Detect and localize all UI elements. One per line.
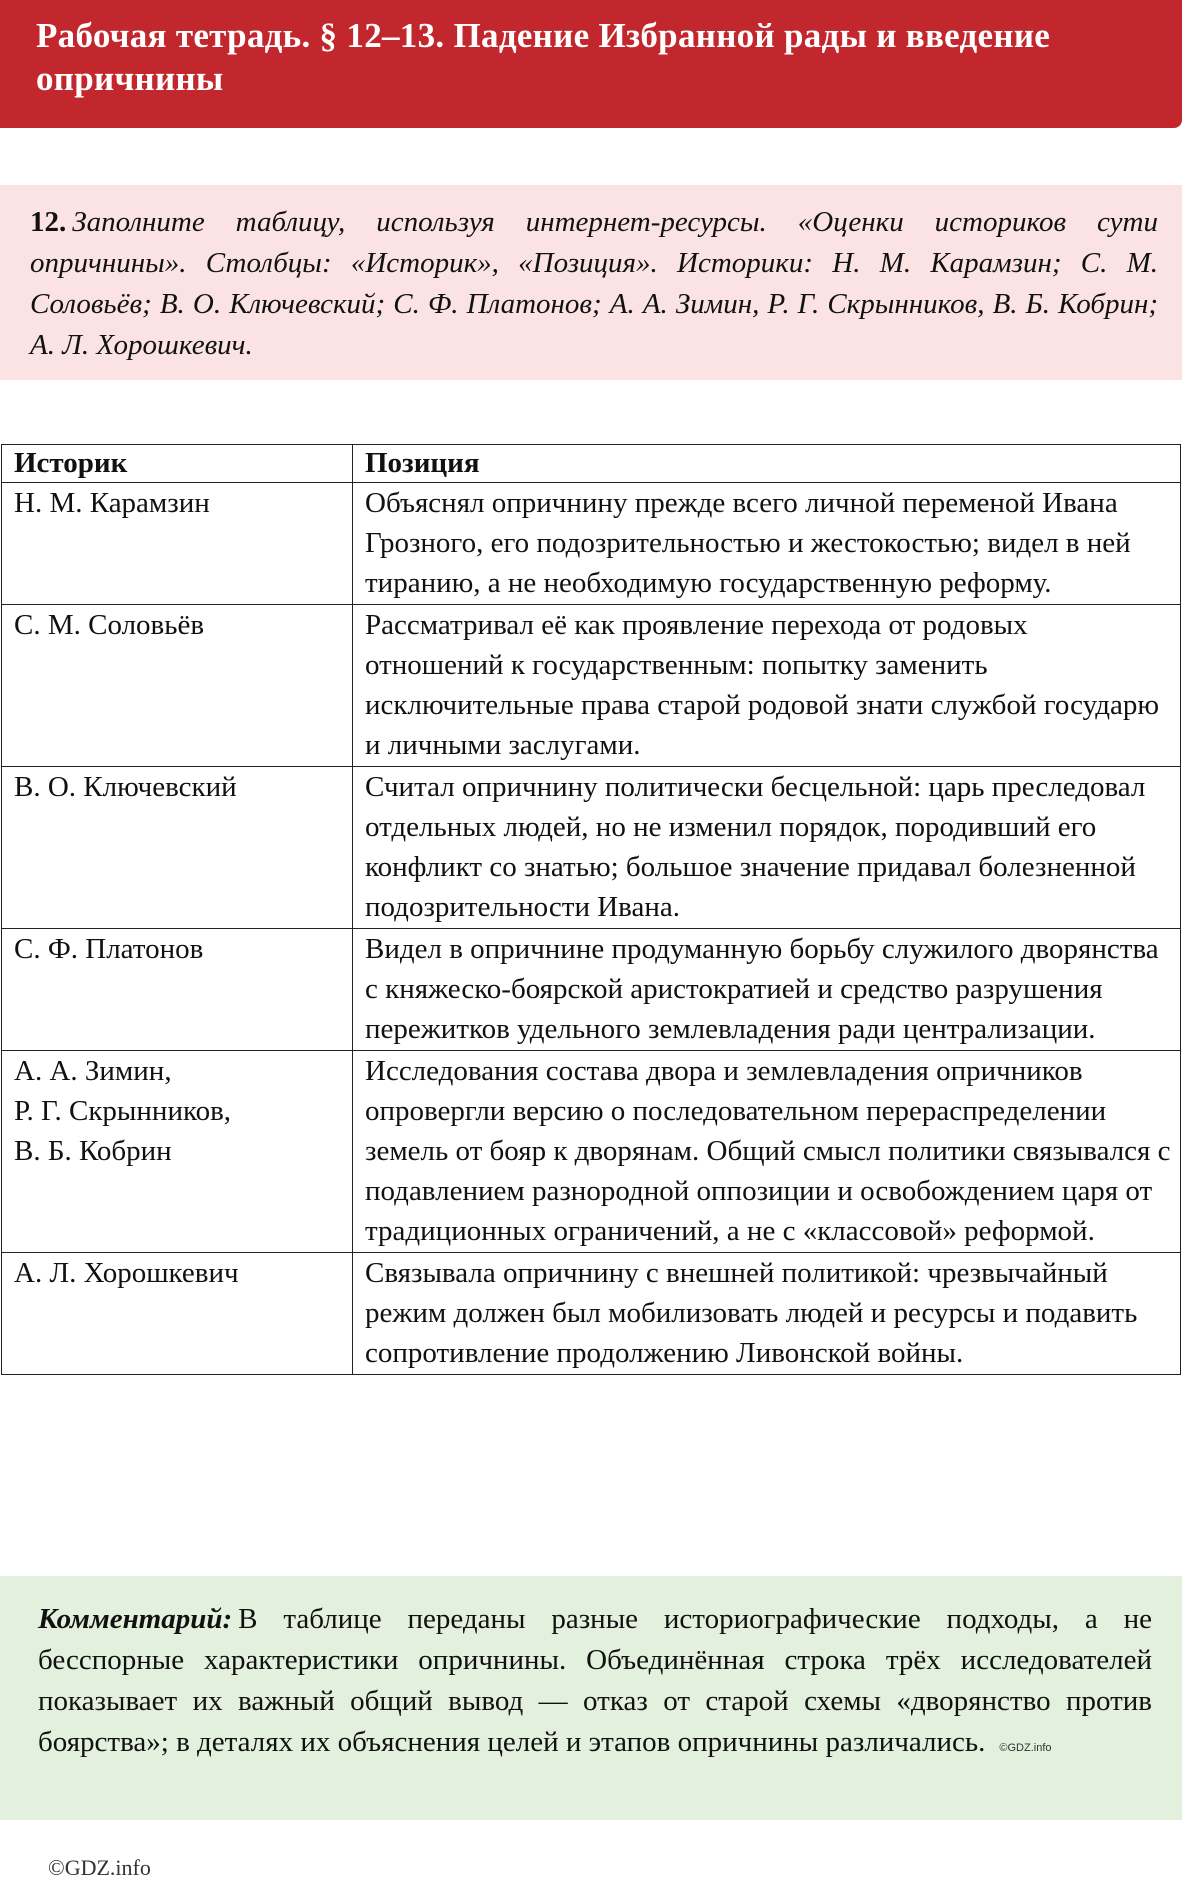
task-box: [0, 185, 1182, 380]
position-cell: Объяснял опричнину прежде всего личной переменой Ивана Грозного, его подозрительностью и жестокостью; видел в ней тиранию, а не необходимую государственную реформу.: [353, 483, 1181, 605]
historian-name: В. О. Ключевский: [14, 771, 237, 803]
comment-text: В таблице переданы разные историографические подходы, а не бесспорные характеристики опричнины. Объединённая строка трёх исследователей показывает их важный общий вывод — отказ от старой схемы «дворянство против боярства»; в деталях их объяснения целей и этапов опричнины различались.: [38, 1603, 1152, 1758]
table-header-row: [2, 445, 1181, 483]
historian-cell: [2, 483, 353, 605]
historian-name: А. А. Зимин,: [14, 1055, 172, 1087]
historian-name: С. М. Соловьёв: [14, 609, 205, 641]
historian-cell: [2, 1051, 353, 1253]
column-header-historian: Историк: [2, 445, 353, 483]
historian-cell: [2, 1253, 353, 1375]
task-number: 12.: [30, 206, 67, 238]
table-row: [2, 1253, 1181, 1375]
position-cell: Исследования состава двора и землевладения опричников опровергли версию о последовательном перераспределении земель от бояр к дворянам. Общий смысл политики связывался с подавлением разнородной оппозиции и освобождением царя от традиционных ограничений, а не с «классовой» реформой.: [353, 1051, 1181, 1253]
historian-name: Р. Г. Скрынников,: [14, 1095, 232, 1127]
table-row: [2, 1051, 1181, 1253]
table-row: [2, 929, 1181, 1051]
task-text: Заполните таблицу, используя интернет-ресурсы. «Оценки историков сути опричнины». Столбцы: «Историк», «Позиция». Историки: Н. М. Карамзин; С. М. Соловьёв; В. О. Ключевский; С. Ф. Платонов; А. А. Зимин, Р. Г. Скрынников, В. Б. Кобрин; А. Л. Хорошкевич.: [30, 206, 1158, 361]
column-header-position: Позиция: [353, 445, 1181, 483]
comment-label: Комментарий:: [38, 1603, 233, 1635]
historian-cell: [2, 929, 353, 1051]
historian-cell: [2, 767, 353, 929]
page-title: Рабочая тетрадь. § 12–13. Падение Избранной рады и введение опричнины: [36, 16, 1051, 98]
historian-cell: [2, 605, 353, 767]
historian-name: С. Ф. Платонов: [14, 933, 204, 965]
position-cell: Связывала опричнину с внешней политикой: чрезвычайный режим должен был мобилизовать людей и ресурсы и подавить сопротивление продолжению Ливонской войны.: [353, 1253, 1181, 1375]
table-row: [2, 605, 1181, 767]
table-row: [2, 483, 1181, 605]
position-cell: Видел в опричнине продуманную борьбу служилого дворянства с княжеско-боярской аристократией и средство разрушения пережитков удельного землевладения ради централизации.: [353, 929, 1181, 1051]
historian-name: А. Л. Хорошкевич: [14, 1257, 239, 1289]
historian-name: В. Б. Кобрин: [14, 1135, 172, 1167]
table-row: [2, 767, 1181, 929]
historian-name: Н. М. Карамзин: [14, 487, 210, 519]
copyright-footer: ©GDZ.info: [48, 1855, 151, 1880]
comment-box: [0, 1576, 1182, 1820]
position-cell: Считал опричнину политически бесцельной: царь преследовал отдельных людей, но не изменил порядок, породивший его конфликт со знатью; большое значение придавал болезненной подозрительности Ивана.: [353, 767, 1181, 929]
position-cell: Рассматривал её как проявление перехода от родовых отношений к государственным: попытку заменить исключительные права старой родовой знати службой государю и личными заслугами.: [353, 605, 1181, 767]
historians-table: [1, 444, 1181, 1375]
page-header: [0, 0, 1182, 128]
comment-watermark-mark: ©GDZ.info: [999, 1742, 1052, 1754]
